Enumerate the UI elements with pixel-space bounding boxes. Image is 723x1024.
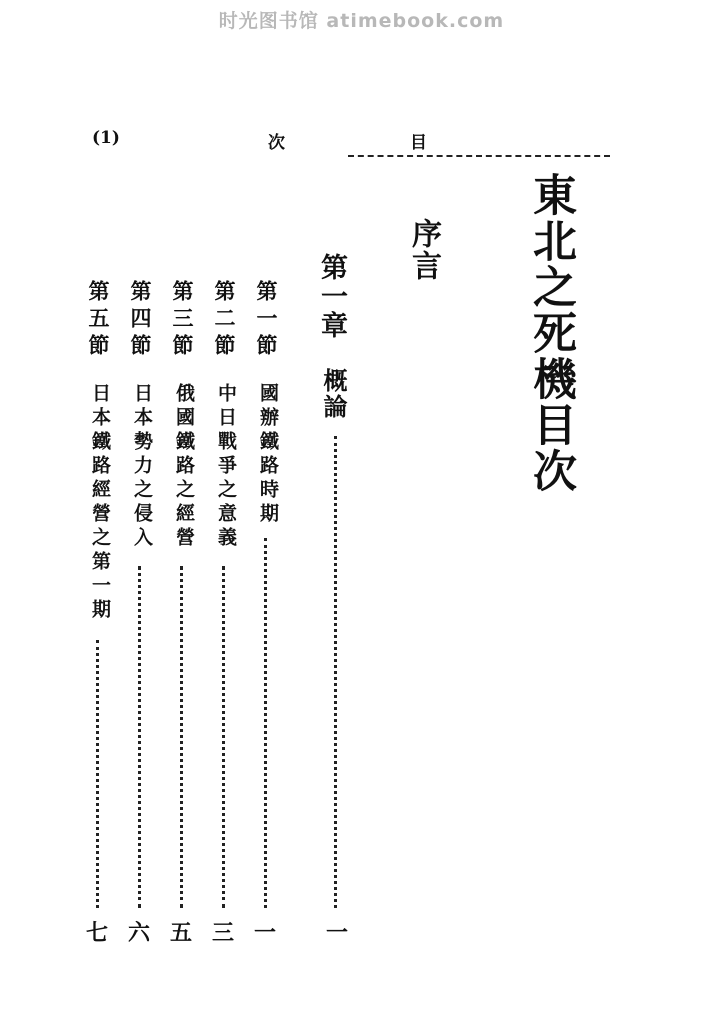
running-head-left: 次 <box>268 133 285 153</box>
section-title: 俄國鐵路之經營 <box>173 383 195 551</box>
page-number: 一 <box>326 920 349 946</box>
page-number: 三 <box>212 920 235 946</box>
watermark: 时光图书馆 atimebook.com <box>218 10 505 32</box>
chapter-title: 概論 <box>319 368 348 420</box>
dot-leader <box>180 566 183 908</box>
dot-leader <box>138 566 141 908</box>
section-label: 第二節 <box>212 280 237 361</box>
section-title: 日本鐵路經營之第一期 <box>89 383 111 623</box>
page-number: 五 <box>170 920 193 946</box>
dot-leader <box>96 640 99 908</box>
chapter-label: 第一章 <box>316 253 347 340</box>
page-number: 一 <box>254 920 277 946</box>
section-title: 中日戰爭之意義 <box>215 383 237 551</box>
page-number: 六 <box>128 920 151 946</box>
page-folio: (1) <box>92 128 120 148</box>
page-number: 七 <box>86 920 109 946</box>
section-label: 第四節 <box>128 280 153 361</box>
section-title: 國辦鐵路時期 <box>257 383 279 527</box>
running-head-right: 目 <box>410 133 427 153</box>
header-rule <box>348 155 610 157</box>
section-label: 第一節 <box>254 280 279 361</box>
dot-leader <box>222 566 225 908</box>
section-label: 第五節 <box>86 280 111 361</box>
preface-entry[interactable]: 序言 <box>406 218 441 282</box>
dot-leader <box>264 538 267 908</box>
dot-leader <box>334 436 337 908</box>
section-label: 第三節 <box>170 280 195 361</box>
section-title: 日本勢力之侵入 <box>131 383 153 551</box>
book-title: 東北之死機目次 <box>525 172 576 494</box>
